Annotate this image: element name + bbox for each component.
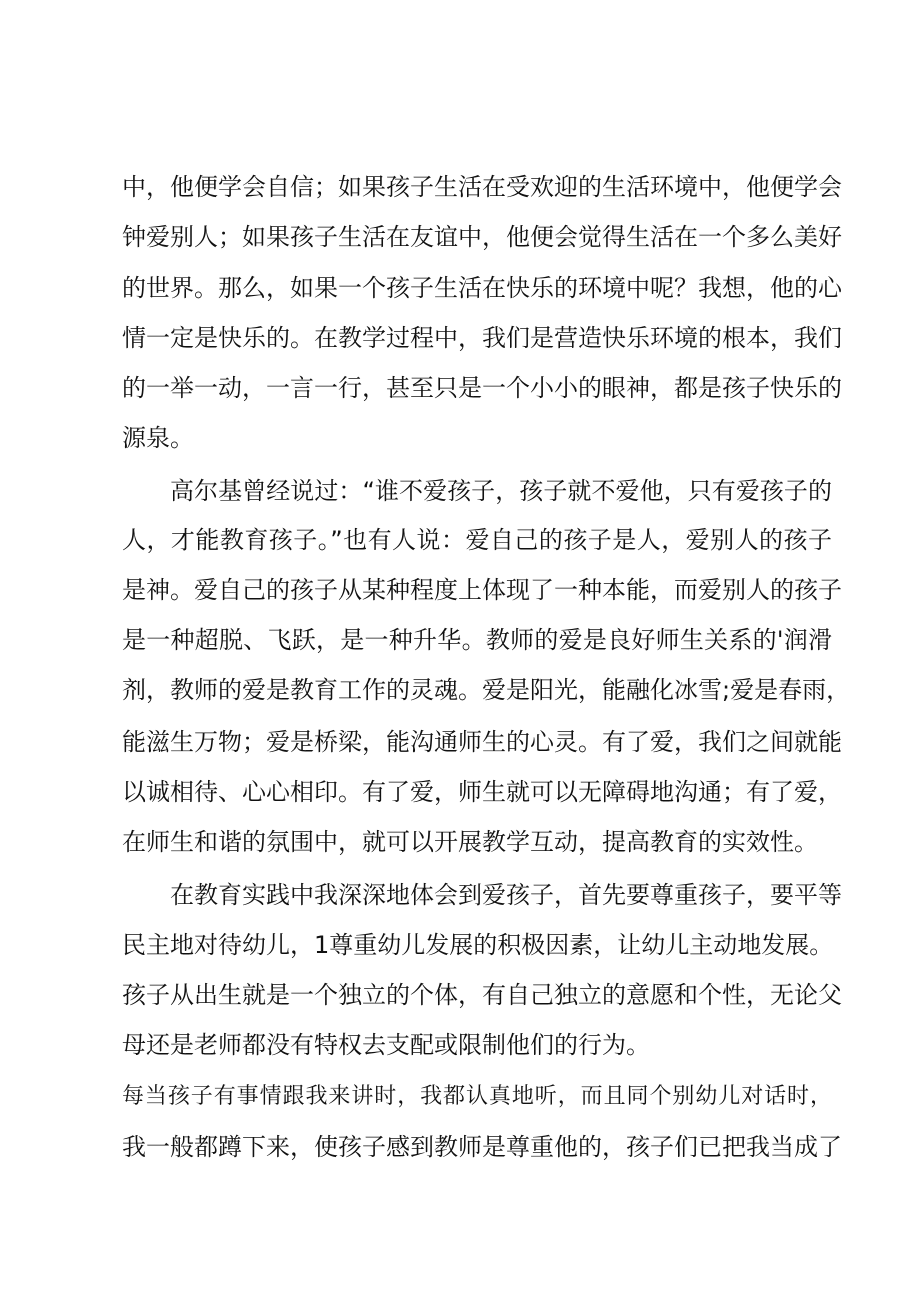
text-line: 民主地对待幼儿，1尊重幼儿发展的积极因素，让幼儿主动地发展。	[122, 931, 834, 959]
text-line: 剂，教师的爱是教育工作的灵魂。爱是阳光，能融化冰雪;爱是春雨，	[122, 676, 851, 704]
text-line: 能滋生万物；爱是桥梁，能沟通师生的心灵。有了爱，我们之间就能	[122, 728, 842, 756]
text-line: 是一种超脱、飞跃，是一种升华。教师的爱是良好师生关系的'润滑	[122, 626, 832, 654]
text-line: 情一定是快乐的。在教学过程中，我们是营造快乐环境的根本，我们	[122, 324, 842, 352]
text-line: 的一举一动，一言一行，甚至只是一个小小的眼神，都是孩子快乐的	[122, 374, 842, 402]
text-line: 在教育实践中我深深地体会到爱孩子，首先要尊重孩子，要平等	[170, 881, 842, 909]
text-line: 以诚相待、心心相印。有了爱，师生就可以无障碍地沟通；有了爱，	[122, 778, 842, 806]
text-line: 在师生和谐的氛围中，就可以开展教学互动，提高教育的实效性。	[122, 828, 818, 856]
text-line: 的世界。那么，如果一个孩子生活在快乐的环境中呢？我想，他的心	[122, 274, 842, 302]
text-line: 我一般都蹲下来，使孩子感到教师是尊重他的，孩子们已把我当成了	[122, 1133, 842, 1161]
text-line: 母还是老师都没有特权去支配或限制他们的行为。	[122, 1031, 650, 1059]
text-line: 中，他便学会自信；如果孩子生活在受欢迎的生活环境中，他便学会	[122, 173, 842, 201]
text-line: 是神。爱自己的孩子从某种程度上体现了一种本能，而爱别人的孩子	[122, 576, 842, 604]
text-line: 高尔基曾经说过：“谁不爱孩子，孩子就不爱他，只有爱孩子的	[170, 477, 832, 505]
text-line: 人，才能教育孩子。”也有人说：爱自己的孩子是人，爱别人的孩子	[122, 526, 832, 554]
text-line: 钟爱别人；如果孩子生活在友谊中，他便会觉得生活在一个多么美好	[122, 223, 842, 251]
text-line: 源泉。	[122, 424, 194, 452]
text-line: 每当孩子有事情跟我来讲时，我都认真地听，而且同个别幼儿对话时，	[122, 1084, 832, 1109]
text-line: 孩子从出生就是一个独立的个体，有自己独立的意愿和个性，无论父	[122, 981, 842, 1009]
